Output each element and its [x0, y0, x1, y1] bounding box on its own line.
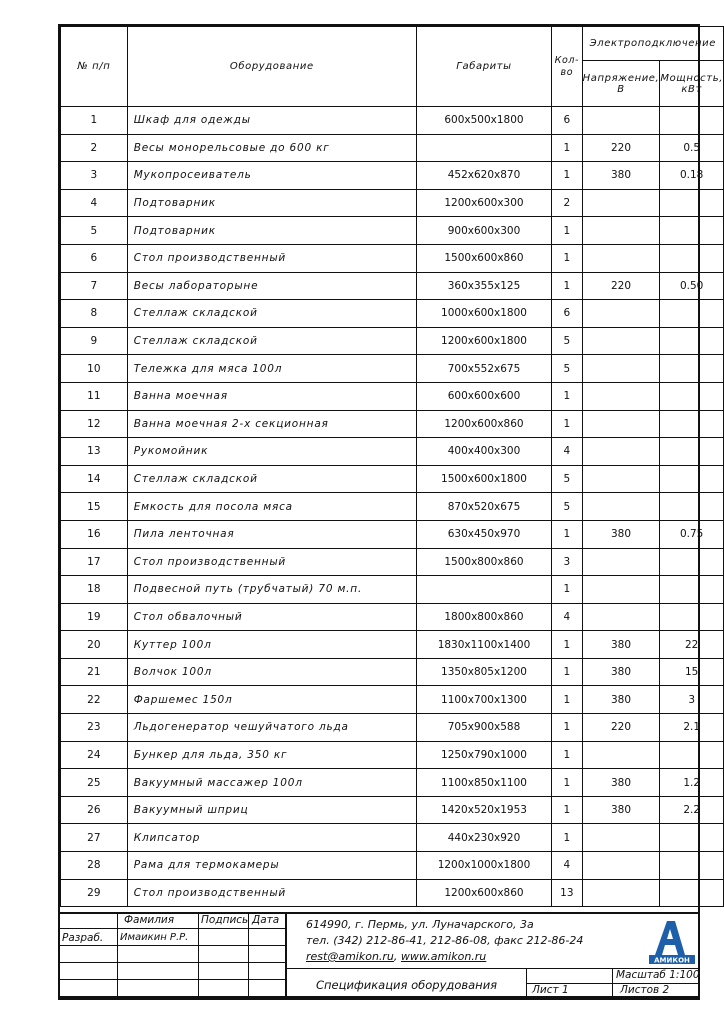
header-power	[660, 61, 724, 107]
row-dimensions: 600х600х600	[416, 382, 551, 410]
row-voltage	[582, 355, 660, 383]
table-row	[61, 272, 724, 300]
table-row	[61, 189, 724, 217]
row-voltage: 220	[582, 134, 660, 162]
stamp-address: 614990, г. Пермь, ул. Луначарского, 3а	[306, 918, 534, 931]
row-dimensions: 700х552х675	[416, 355, 551, 383]
row-voltage	[582, 603, 660, 631]
row-equipment: Шкаф для одежды	[127, 107, 416, 135]
row-equipment: Подтоварник	[127, 189, 416, 217]
row-equipment: Мукопросеиватель	[127, 162, 416, 190]
row-quantity: 1	[552, 217, 583, 245]
header-power-label: Мощность, кВт	[660, 72, 723, 95]
row-power	[660, 824, 724, 852]
table-row	[61, 769, 724, 797]
row-quantity: 2	[552, 189, 583, 217]
header-num: № п/п	[61, 27, 128, 107]
row-equipment: Тележка для мяса 100л	[127, 355, 416, 383]
stamp-email[interactable]: rest@amikon.ru	[306, 950, 394, 963]
row-voltage	[582, 493, 660, 521]
row-dimensions: 452х620х870	[416, 162, 551, 190]
stamp-role: Разраб.	[62, 932, 104, 944]
header-quantity-label: Кол-во	[554, 54, 580, 78]
row-power	[660, 189, 724, 217]
row-power: 2.2	[660, 796, 724, 824]
header-power-group: Электроподключение	[582, 27, 723, 61]
row-power: 2.1	[660, 714, 724, 742]
row-voltage	[582, 244, 660, 272]
row-power	[660, 438, 724, 466]
row-number: 6	[61, 244, 128, 272]
row-equipment: Волчок 100л	[127, 658, 416, 686]
row-number: 16	[61, 520, 128, 548]
row-voltage: 220	[582, 714, 660, 742]
row-equipment: Льдогенератор чешуйчатого льда	[127, 714, 416, 742]
row-power: 15	[660, 658, 724, 686]
table-row	[61, 603, 724, 631]
stamp-sheets-total: Листов 2	[620, 984, 670, 996]
table-row	[61, 741, 724, 769]
table-row	[61, 355, 724, 383]
row-dimensions: 1100х850х1100	[416, 769, 551, 797]
row-voltage	[582, 824, 660, 852]
row-quantity: 1	[552, 272, 583, 300]
row-quantity: 4	[552, 603, 583, 631]
equipment-spec-table	[60, 26, 724, 907]
row-voltage	[582, 300, 660, 328]
row-voltage	[582, 852, 660, 880]
row-number: 18	[61, 576, 128, 604]
row-power: 1.2	[660, 769, 724, 797]
row-equipment: Стол обвалочный	[127, 603, 416, 631]
logo-text: АМИКОН	[654, 956, 690, 965]
row-power	[660, 300, 724, 328]
row-quantity: 4	[552, 438, 583, 466]
row-equipment: Стол производственный	[127, 244, 416, 272]
row-voltage: 380	[582, 162, 660, 190]
table-row	[61, 410, 724, 438]
header-equipment: Оборудование	[127, 27, 416, 107]
row-voltage: 380	[582, 631, 660, 659]
stamp-col-surname: Фамилия	[124, 914, 175, 926]
table-row	[61, 796, 724, 824]
row-voltage	[582, 327, 660, 355]
row-equipment: Стеллаж складской	[127, 465, 416, 493]
row-quantity: 1	[552, 658, 583, 686]
amikon-logo	[645, 915, 697, 965]
row-quantity: 1	[552, 244, 583, 272]
row-dimensions: 1500х600х1800	[416, 465, 551, 493]
row-equipment: Бункер для льда, 350 кг	[127, 741, 416, 769]
row-dimensions: 600х500х1800	[416, 107, 551, 135]
stamp-scale: Масштаб 1:100	[616, 969, 700, 981]
table-row	[61, 631, 724, 659]
row-quantity: 1	[552, 520, 583, 548]
row-power: 3	[660, 686, 724, 714]
table-row	[61, 300, 724, 328]
row-quantity: 5	[552, 355, 583, 383]
row-voltage	[582, 107, 660, 135]
row-equipment: Весы лабораторыне	[127, 272, 416, 300]
row-equipment: Стол производственный	[127, 879, 416, 907]
table-row	[61, 548, 724, 576]
stamp-document-title: Спецификация оборудования	[316, 978, 498, 992]
row-dimensions	[416, 576, 551, 604]
row-number: 28	[61, 852, 128, 880]
row-number: 17	[61, 548, 128, 576]
row-quantity: 1	[552, 576, 583, 604]
row-equipment: Весы монорельсовые до 600 кг	[127, 134, 416, 162]
row-dimensions	[416, 134, 551, 162]
row-quantity: 5	[552, 493, 583, 521]
row-power: 0.75	[660, 520, 724, 548]
row-number: 27	[61, 824, 128, 852]
row-dimensions: 1800х800х860	[416, 603, 551, 631]
row-quantity: 4	[552, 852, 583, 880]
row-equipment: Стеллаж складской	[127, 300, 416, 328]
row-number: 5	[61, 217, 128, 245]
stamp-col-signature: Подпись	[201, 914, 249, 926]
row-quantity: 6	[552, 300, 583, 328]
row-quantity: 1	[552, 162, 583, 190]
row-power	[660, 355, 724, 383]
row-voltage: 380	[582, 658, 660, 686]
row-voltage: 220	[582, 272, 660, 300]
table-row	[61, 107, 724, 135]
table-row	[61, 465, 724, 493]
row-number: 11	[61, 382, 128, 410]
row-voltage	[582, 576, 660, 604]
row-power	[660, 603, 724, 631]
row-voltage	[582, 879, 660, 907]
row-equipment: Пила ленточная	[127, 520, 416, 548]
stamp-col-date: Дата	[252, 914, 280, 926]
row-voltage	[582, 438, 660, 466]
row-dimensions: 360х355х125	[416, 272, 551, 300]
table-row	[61, 244, 724, 272]
row-number: 15	[61, 493, 128, 521]
row-number: 12	[61, 410, 128, 438]
table-row	[61, 824, 724, 852]
row-quantity: 1	[552, 134, 583, 162]
row-equipment: Подвесной путь (трубчатый) 70 м.п.	[127, 576, 416, 604]
row-quantity: 6	[552, 107, 583, 135]
table-row	[61, 576, 724, 604]
row-number: 29	[61, 879, 128, 907]
row-number: 4	[61, 189, 128, 217]
row-power	[660, 244, 724, 272]
row-dimensions: 1100х700х1300	[416, 686, 551, 714]
row-voltage: 380	[582, 520, 660, 548]
row-equipment: Рукомойник	[127, 438, 416, 466]
row-equipment: Куттер 100л	[127, 631, 416, 659]
row-quantity: 1	[552, 714, 583, 742]
row-power	[660, 465, 724, 493]
row-quantity: 3	[552, 548, 583, 576]
row-quantity: 5	[552, 327, 583, 355]
row-quantity: 1	[552, 796, 583, 824]
row-voltage	[582, 382, 660, 410]
row-dimensions: 1500х800х860	[416, 548, 551, 576]
row-dimensions: 1200х600х300	[416, 189, 551, 217]
row-voltage	[582, 189, 660, 217]
row-number: 14	[61, 465, 128, 493]
row-voltage	[582, 548, 660, 576]
row-power	[660, 852, 724, 880]
row-power	[660, 107, 724, 135]
header-quantity	[552, 27, 583, 107]
row-dimensions: 1200х600х860	[416, 410, 551, 438]
row-equipment: Стол производственный	[127, 548, 416, 576]
row-number: 13	[61, 438, 128, 466]
row-number: 23	[61, 714, 128, 742]
row-quantity: 5	[552, 465, 583, 493]
row-power	[660, 548, 724, 576]
table-row	[61, 134, 724, 162]
row-quantity: 1	[552, 824, 583, 852]
row-dimensions: 900х600х300	[416, 217, 551, 245]
row-dimensions: 1000х600х1800	[416, 300, 551, 328]
row-power	[660, 382, 724, 410]
row-quantity: 1	[552, 741, 583, 769]
row-power	[660, 217, 724, 245]
row-power	[660, 741, 724, 769]
row-number: 7	[61, 272, 128, 300]
row-number: 25	[61, 769, 128, 797]
row-dimensions: 1830х1100х1400	[416, 631, 551, 659]
row-dimensions: 440х230х920	[416, 824, 551, 852]
row-dimensions: 1200х1000х1800	[416, 852, 551, 880]
row-number: 1	[61, 107, 128, 135]
row-power	[660, 493, 724, 521]
table-row	[61, 438, 724, 466]
row-voltage	[582, 217, 660, 245]
row-voltage	[582, 410, 660, 438]
title-block	[60, 912, 698, 998]
header-voltage	[582, 61, 660, 107]
stamp-phones: тел. (342) 212-86-41, 212-86-08, факс 212-86-24	[306, 934, 584, 947]
row-number: 2	[61, 134, 128, 162]
row-power: 0.50	[660, 272, 724, 300]
row-number: 19	[61, 603, 128, 631]
table-row	[61, 493, 724, 521]
row-voltage: 380	[582, 796, 660, 824]
row-dimensions: 1200х600х860	[416, 879, 551, 907]
table-row	[61, 686, 724, 714]
row-power: 0.18	[660, 162, 724, 190]
row-dimensions: 1420х520х1953	[416, 796, 551, 824]
table-row	[61, 658, 724, 686]
row-voltage	[582, 741, 660, 769]
row-number: 22	[61, 686, 128, 714]
row-quantity: 1	[552, 382, 583, 410]
table-row	[61, 217, 724, 245]
row-quantity: 1	[552, 686, 583, 714]
header-dimensions: Габариты	[416, 27, 551, 107]
row-number: 10	[61, 355, 128, 383]
stamp-contacts: rest@amikon.ru, www.amikon.ru	[306, 950, 487, 963]
row-quantity: 1	[552, 631, 583, 659]
row-equipment: Вакуумный шприц	[127, 796, 416, 824]
row-equipment: Ванна моечная	[127, 382, 416, 410]
row-equipment: Фаршемес 150л	[127, 686, 416, 714]
stamp-site[interactable]: www.amikon.ru	[400, 950, 487, 963]
row-voltage: 380	[582, 769, 660, 797]
row-voltage	[582, 465, 660, 493]
row-dimensions: 1200х600х1800	[416, 327, 551, 355]
row-number: 24	[61, 741, 128, 769]
row-power	[660, 576, 724, 604]
row-equipment: Подтоварник	[127, 217, 416, 245]
row-power	[660, 879, 724, 907]
row-number: 8	[61, 300, 128, 328]
row-quantity: 13	[552, 879, 583, 907]
stamp-sheet: Лист 1	[532, 984, 569, 996]
row-dimensions: 870х520х675	[416, 493, 551, 521]
table-row	[61, 879, 724, 907]
header-voltage-label: Напряжение, В	[582, 72, 660, 95]
row-dimensions: 400х400х300	[416, 438, 551, 466]
row-number: 21	[61, 658, 128, 686]
row-power: 0.5	[660, 134, 724, 162]
row-dimensions: 1350х805х1200	[416, 658, 551, 686]
table-row	[61, 714, 724, 742]
row-number: 9	[61, 327, 128, 355]
table-row	[61, 162, 724, 190]
table-row	[61, 327, 724, 355]
row-power	[660, 327, 724, 355]
row-equipment: Клипсатор	[127, 824, 416, 852]
row-equipment: Стеллаж складской	[127, 327, 416, 355]
row-dimensions: 705х900х588	[416, 714, 551, 742]
row-equipment: Рама для термокамеры	[127, 852, 416, 880]
row-dimensions: 1250х790х1000	[416, 741, 551, 769]
row-number: 3	[61, 162, 128, 190]
table-row	[61, 382, 724, 410]
table-row	[61, 852, 724, 880]
stamp-developer: Имаикин Р.Р.	[120, 932, 189, 943]
row-equipment: Вакуумный массажер 100л	[127, 769, 416, 797]
row-number: 26	[61, 796, 128, 824]
row-equipment: Ванна моечная 2-х секционная	[127, 410, 416, 438]
row-dimensions: 630х450х970	[416, 520, 551, 548]
table-row	[61, 520, 724, 548]
row-number: 20	[61, 631, 128, 659]
row-dimensions: 1500х600х860	[416, 244, 551, 272]
row-voltage: 380	[582, 686, 660, 714]
row-power: 22	[660, 631, 724, 659]
row-equipment: Емкость для посола мяса	[127, 493, 416, 521]
row-power	[660, 410, 724, 438]
row-quantity: 1	[552, 410, 583, 438]
row-quantity: 1	[552, 769, 583, 797]
